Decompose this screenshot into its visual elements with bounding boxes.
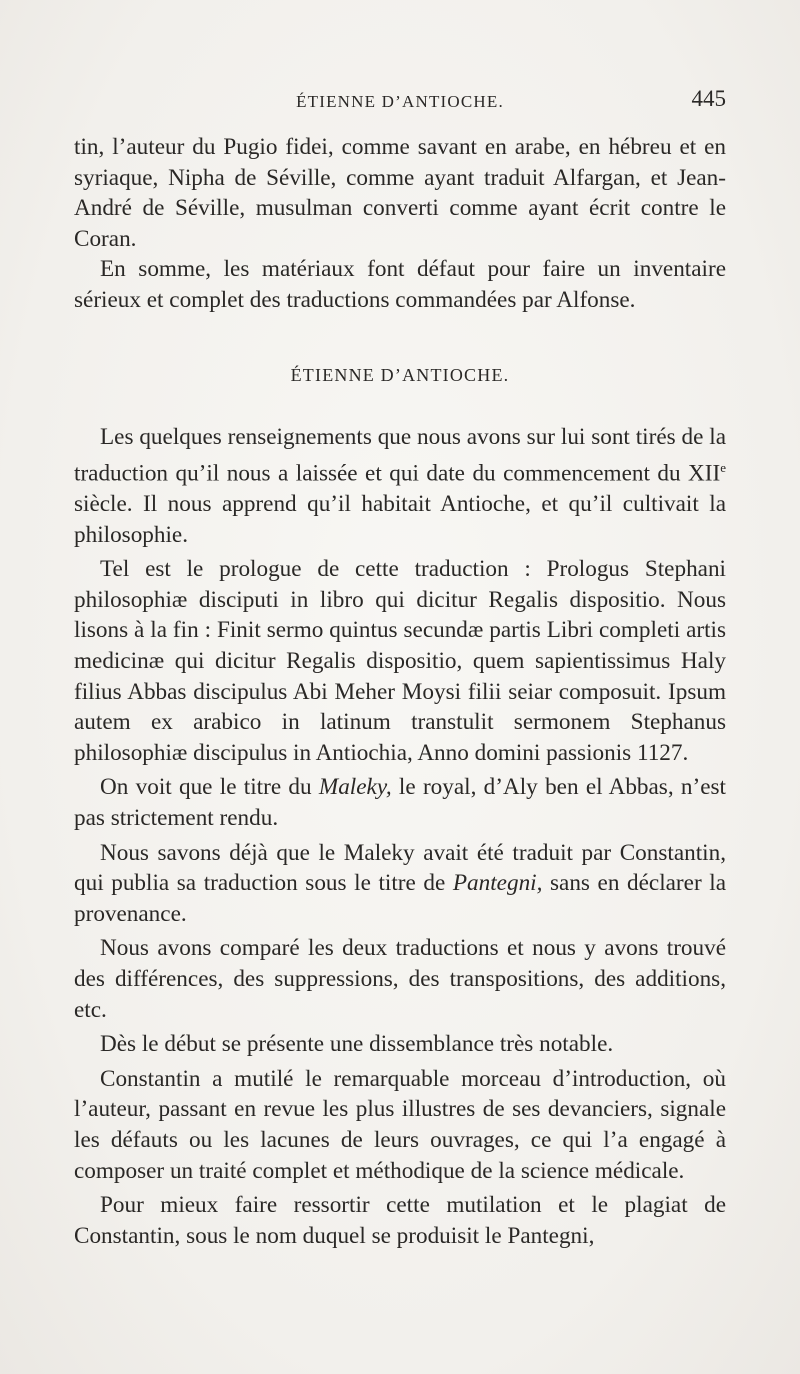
maleky-italic: Maleky,: [318, 774, 392, 801]
body-text: [74, 132, 726, 1251]
paragraph-title-note-a: On voit que le titre du: [100, 774, 319, 801]
paragraph-plagiat: Pour mieux faire ressortir cette mutilation et le plagiat de Constantin, sous le nom duquel se produisit le Pantegni,: [74, 1192, 726, 1249]
paragraph-continuation: tin, l’auteur du Pugio fidei, comme savant en arabe, en hébreu et en syriaque, Nipha de Séville, comme ayant traduit Alfargan, et Jean-André de Séville, musulman converti comme ayant écrit contre le Coran.: [74, 134, 726, 252]
paragraph-title-note-b: le royal, d’Aly ben el Abbas, n’est pas strictement rendu.: [74, 774, 726, 832]
section-title: ÉTIENNE D’ANTIOCHE.: [290, 364, 510, 385]
century-superscript: e: [720, 459, 726, 475]
paragraph-intro-text-b: siècle. Il nous apprend qu’il habitait Antioche, et qu’il cultivait la philosophie.: [74, 491, 726, 548]
paragraph-intro-text-a: Les quelques renseignements que nous avons sur lui sont tirés de la traduction qu’il nous a laissée et qui date du commencement du XII: [74, 424, 726, 487]
running-head: ÉTIENNE D’ANTIOCHE.: [296, 92, 504, 111]
page-number: 445: [691, 86, 726, 111]
paragraph-title-note: [74, 772, 726, 833]
paragraph-constantin-a: Nous savons déjà que le Maleky avait été traduit par Constantin, qui publia sa traduction sous le titre de: [74, 839, 726, 897]
paragraph-intro: [74, 422, 726, 550]
paragraph-summary: En somme, les matériaux font défaut pour faire un inventaire sérieux et complet des traductions commandées par Alfonse.: [74, 256, 726, 313]
page-header: [74, 86, 726, 116]
paragraph-constantin: [74, 838, 726, 930]
pantegni-italic: Pantegni,: [452, 870, 543, 897]
paragraph-comparison: Nous avons comparé les deux traductions et nous y avons trouvé des différences, des suppressions, des transpositions, des additions, etc.: [74, 935, 726, 1023]
paragraph-prologue: Tel est le prologue de cette traduction : Prologus Stephani philosophiæ disciputi in libro qui dicitur Regalis dispositio. Nous lisons à la fin : Finit sermo quintus secundæ partis Libri completi artis medicinæ qui dicitur Regalis dispositio, quem sapientissimus Haly filius Abbas discipulus Abi Meher Moysi filii seiar composuit. Ipsum autem ex arabico in latinum transtulit sermonem Stephanus philosophiæ discipulus in Antiochia, Anno domini passionis 1127.: [74, 556, 726, 766]
paragraph-mutilation: Constantin a mutilé le remarquable morceau d’introduction, où l’auteur, passant en revue les plus illustres de ses devanciers, signale les défauts ou les lacunes de leurs ouvrages, ce qui l’a engagé à composer un traité complet et méthodique de la science médicale.: [74, 1065, 726, 1184]
paragraph-constantin-b: sans en déclarer la provenance.: [74, 870, 726, 927]
paragraph-dissemblance: Dès le début se présente une dissemblance très notable.: [100, 1031, 614, 1058]
